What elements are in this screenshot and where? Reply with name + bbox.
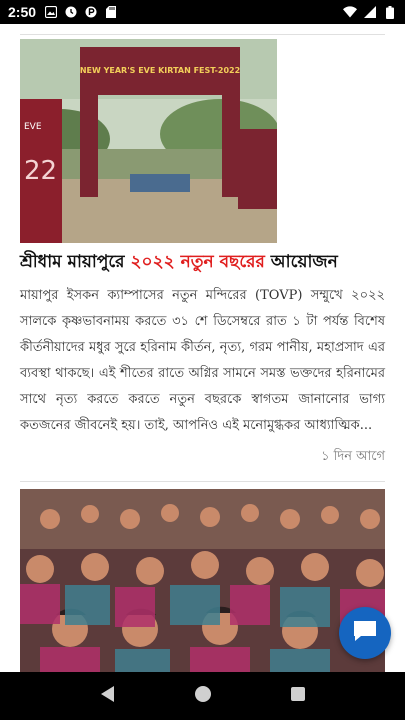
recents-button[interactable] <box>282 680 314 712</box>
banner-year: 22 <box>24 156 58 186</box>
wifi-icon <box>343 5 357 19</box>
article-thumbnail[interactable] <box>20 39 277 243</box>
headline-text: শ্রীধাম মায়াপুরে <box>20 252 131 272</box>
article-thumbnail[interactable] <box>20 489 385 672</box>
p-circle-icon <box>84 5 98 19</box>
clock-circle-icon <box>64 5 78 19</box>
back-triangle-icon <box>100 685 116 707</box>
chat-bubble-icon <box>352 619 378 647</box>
home-circle-icon <box>194 685 212 707</box>
gate-sign-text: NEW YEAR'S EVE KIRTAN FEST-2022 <box>79 66 241 75</box>
article-headline[interactable] <box>20 249 385 275</box>
home-button[interactable] <box>187 680 219 712</box>
sd-card-icon <box>104 5 118 19</box>
notification-icons <box>44 5 118 19</box>
headline-accent-text: ২০২২ নতুন বছরের <box>130 252 265 272</box>
back-button[interactable] <box>92 680 124 712</box>
signal-icon <box>363 5 377 19</box>
article-divider <box>20 481 385 482</box>
headline-text-end: আয়োজন <box>264 252 338 272</box>
status-bar <box>0 0 405 24</box>
divider <box>20 34 385 35</box>
system-nav-bar <box>0 672 405 720</box>
article-excerpt: মায়াপুর ইসকন ক্যাম্পাসের নতুন মন্দিরের (TOVP) সম্মুখে ২০২২ সালকে কৃষ্ণভাবনাময় করতে ৩১ শে ডিসেম্বরে রাত ১ টা পর্যন্ত বিশেষ কীর্তনীয়াদের মধুর সুরে হরিনাম কীর্তন, নৃত্য, গরম পানীয়, মহাপ্রসাদ এর ব্যবস্থা থাকছে। এই শীতের রাতে অগ্নির সামনে সমস্ত ভক্তদের হরিনামের সাথে নৃত্য করতে করতে নতুন বছরকে স্বাগতম জানানোর ভাগ্য কতজনের জীবনেই হয়। তাই, আপনিও এই মনোমুগ্ধকর আধ্যাত্মিক... <box>20 288 385 433</box>
chat-fab-button[interactable] <box>339 607 391 659</box>
kirtan-fest-gate-photo <box>20 39 277 243</box>
banner-text: EVE <box>24 122 42 132</box>
news-feed[interactable] <box>0 24 405 672</box>
devotees-crowd-photo <box>20 489 385 672</box>
battery-icon <box>383 5 397 19</box>
article-card[interactable] <box>20 39 385 468</box>
article-card[interactable] <box>20 489 385 672</box>
system-status-icons <box>343 5 397 19</box>
recents-square-icon <box>290 686 306 706</box>
article-time-ago: ১ দিন আগে <box>321 449 385 464</box>
image-icon <box>44 5 58 19</box>
status-time: 2:50 <box>8 4 37 20</box>
